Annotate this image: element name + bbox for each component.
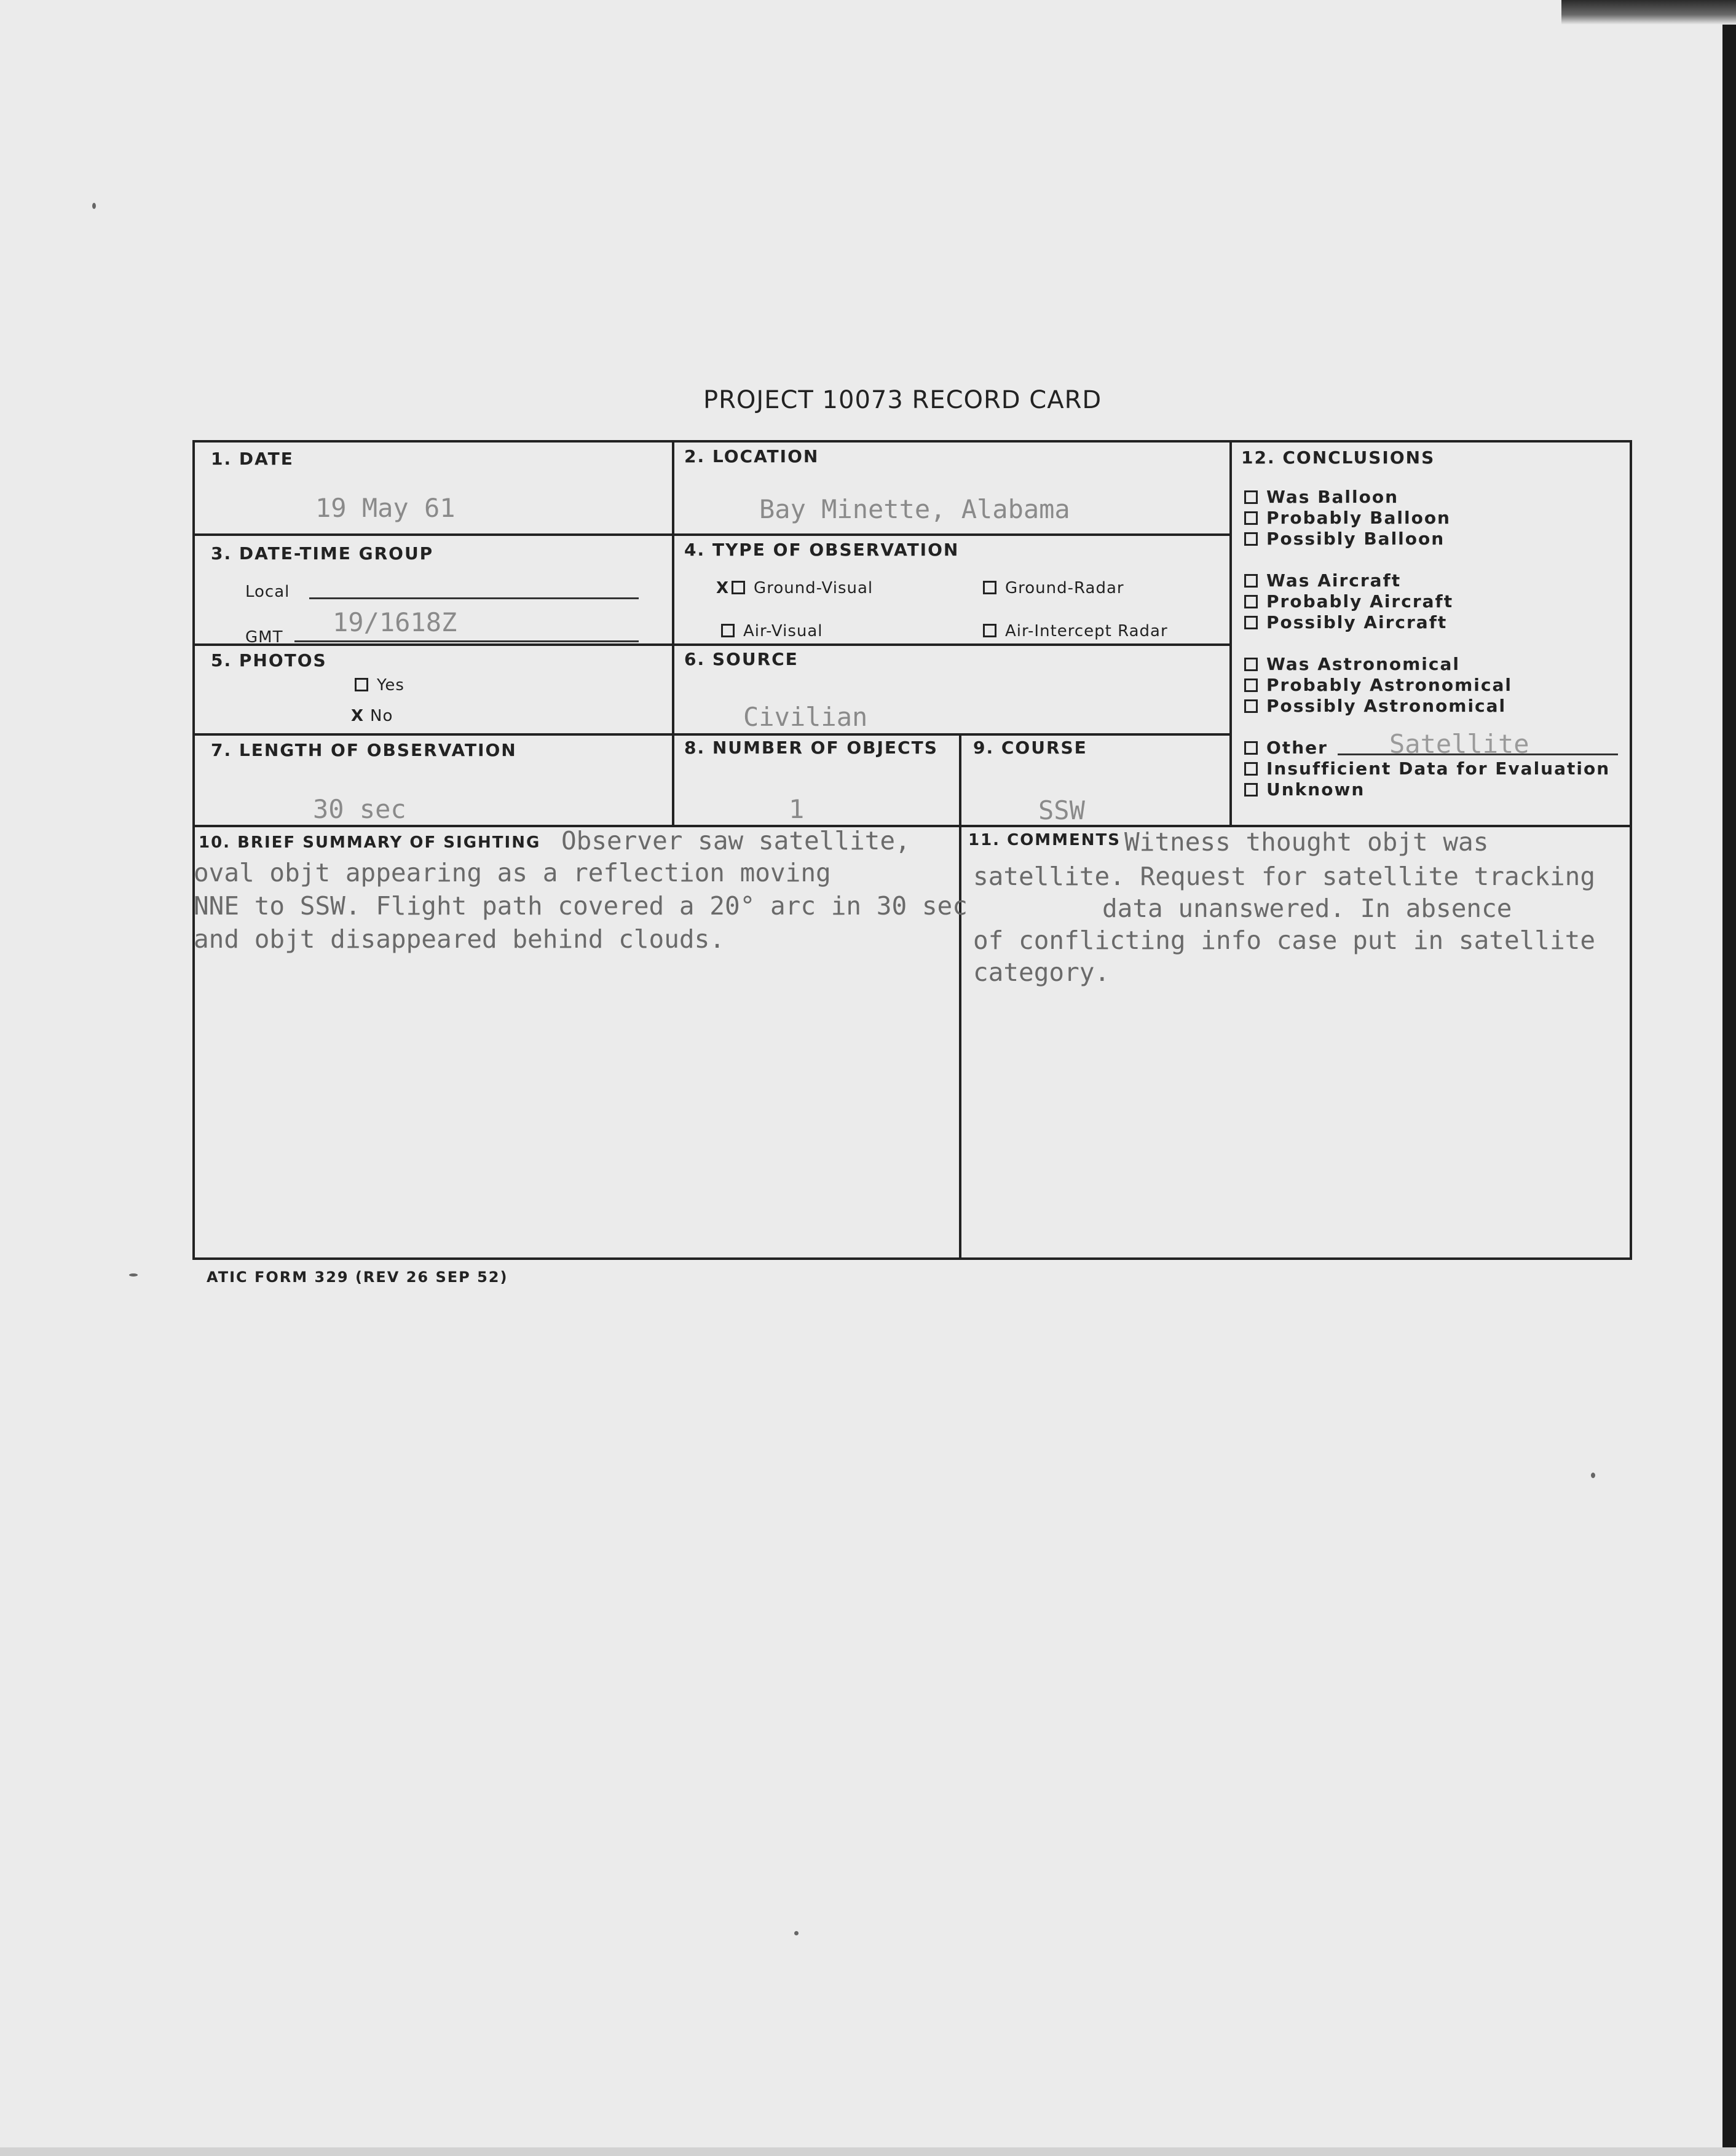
conclusion-label: Was Astronomical <box>1266 654 1460 674</box>
checkbox <box>1244 532 1258 546</box>
conclusions-label: 12. CONCLUSIONS <box>1241 447 1435 468</box>
record-card <box>192 440 1632 1260</box>
conclusion-other <box>1244 738 1328 758</box>
conclusion-label: Insufficient Data for Evaluation <box>1266 758 1611 779</box>
conclusion-label: Was Balloon <box>1266 487 1399 507</box>
source-value: Civilian <box>743 702 868 732</box>
comments-line: category. <box>973 958 1110 987</box>
checkbox-photos-yes <box>355 678 368 691</box>
gmt-label: GMT <box>245 628 283 647</box>
ground-radar-label: Ground-Radar <box>1005 579 1124 597</box>
local-label: Local <box>245 583 290 601</box>
checkbox-ground-visual <box>732 581 745 594</box>
air-visual-label: Air-Visual <box>743 622 823 640</box>
option-ground-radar <box>983 579 1124 597</box>
conclusion-label: Probably Astronomical <box>1266 675 1512 695</box>
rule-col-c <box>959 733 961 1257</box>
conclusion-label: Possibly Aircraft <box>1266 612 1448 632</box>
comments-line: Witness thought objt was <box>1124 827 1489 857</box>
scan-edge-bottom <box>0 2147 1736 2156</box>
scan-speck <box>1591 1473 1595 1478</box>
conclusion-probably-aircraft <box>1244 591 1453 612</box>
photos-yes <box>355 676 404 694</box>
ground-visual-mark: X <box>716 579 730 597</box>
rule-row3 <box>192 733 1231 736</box>
conclusion-label: Possibly Astronomical <box>1266 696 1507 716</box>
scan-edge-top <box>1561 0 1736 25</box>
rule-row2 <box>192 643 1231 646</box>
photos-no-mark: X <box>351 707 365 725</box>
conclusion-possibly-balloon <box>1244 529 1445 549</box>
checkbox-ground-radar <box>983 581 996 594</box>
scan-edge-right <box>1722 0 1736 2156</box>
checkbox <box>1244 511 1258 525</box>
checkbox <box>1244 574 1258 588</box>
rule-row1 <box>192 533 1231 536</box>
gmt-value: 19/1618Z <box>333 607 457 637</box>
option-air-intercept-radar <box>983 622 1168 640</box>
summary-label: 10. BRIEF SUMMARY OF SIGHTING <box>199 833 541 852</box>
checkbox <box>1244 699 1258 713</box>
photos-no <box>351 707 393 725</box>
photos-yes-label: Yes <box>377 676 404 694</box>
course-value: SSW <box>1038 795 1085 825</box>
conclusion-possibly-astronomical <box>1244 696 1506 717</box>
comments-line: data unanswered. In absence <box>1102 894 1512 923</box>
rule-col-b <box>1229 440 1232 825</box>
source-label: 6. SOURCE <box>684 649 799 669</box>
conclusion-possibly-aircraft <box>1244 612 1447 633</box>
conclusion-probably-balloon <box>1244 508 1451 529</box>
checkbox <box>1244 595 1258 608</box>
summary-line: NNE to SSW. Flight path covered a 20° arc in 30 sec <box>194 891 968 921</box>
option-air-visual <box>721 622 823 640</box>
conclusion-unknown <box>1244 779 1365 800</box>
conclusion-insufficient-data <box>1244 758 1610 779</box>
card-title: PROJECT 10073 RECORD CARD <box>703 386 1102 414</box>
comments-line: of conflicting info case put in satellite <box>973 926 1596 955</box>
comments-label: 11. COMMENTS <box>968 831 1121 849</box>
checkbox <box>1244 783 1258 797</box>
checkbox <box>1244 658 1258 671</box>
type-of-observation-label: 4. TYPE OF OBSERVATION <box>684 540 960 560</box>
ground-visual-label: Ground-Visual <box>754 579 874 597</box>
conclusion-label: Probably Balloon <box>1266 508 1451 528</box>
course-label: 9. COURSE <box>973 738 1087 758</box>
conclusion-label: Was Aircraft <box>1266 570 1402 591</box>
conclusion-other-label: Other <box>1266 738 1328 758</box>
scan-speck <box>129 1273 138 1277</box>
conclusion-label: Unknown <box>1266 779 1365 800</box>
checkbox <box>1244 741 1258 755</box>
conclusion-probably-astronomical <box>1244 675 1512 696</box>
conclusion-other-value: Satellite <box>1389 729 1529 759</box>
card-border-right <box>1630 440 1632 1260</box>
scan-speck <box>794 1931 799 1935</box>
option-ground-visual <box>716 579 873 597</box>
checkbox <box>1244 679 1258 692</box>
rule-col-a <box>672 440 674 825</box>
photos-label: 5. PHOTOS <box>211 650 327 671</box>
conclusion-was-aircraft <box>1244 570 1401 591</box>
summary-line: Observer saw satellite, <box>561 826 910 856</box>
summary-line: and objt disappeared behind clouds. <box>194 924 725 954</box>
conclusion-label: Probably Aircraft <box>1266 591 1454 612</box>
photos-no-label: No <box>370 707 393 725</box>
length-label: 7. LENGTH OF OBSERVATION <box>211 740 517 760</box>
checkbox <box>1244 490 1258 504</box>
location-value: Bay Minette, Alabama <box>759 494 1070 524</box>
number-of-objects-value: 1 <box>789 794 805 824</box>
number-of-objects-label: 8. NUMBER OF OBJECTS <box>684 738 938 758</box>
checkbox-air-visual <box>721 624 735 637</box>
checkbox-air-intercept-radar <box>983 624 996 637</box>
form-number: ATIC FORM 329 (REV 26 SEP 52) <box>207 1269 508 1286</box>
checkbox <box>1244 762 1258 776</box>
conclusion-label: Possibly Balloon <box>1266 529 1445 549</box>
summary-line: oval objt appearing as a reflection moving <box>194 858 831 887</box>
comments-line: satellite. Request for satellite tracking <box>973 862 1596 891</box>
date-label: 1. DATE <box>211 449 294 469</box>
scan-speck <box>92 203 96 209</box>
card-border-left <box>192 440 195 1260</box>
conclusion-was-astronomical <box>1244 654 1460 675</box>
card-border-bottom <box>192 1257 1632 1260</box>
gmt-underline <box>294 640 639 642</box>
air-intercept-radar-label: Air-Intercept Radar <box>1005 622 1168 640</box>
card-border-top <box>192 440 1632 443</box>
local-underline <box>309 597 639 599</box>
checkbox <box>1244 616 1258 629</box>
conclusion-was-balloon <box>1244 487 1399 508</box>
date-time-group-label: 3. DATE-TIME GROUP <box>211 543 434 564</box>
location-label: 2. LOCATION <box>684 446 819 466</box>
date-value: 19 May 61 <box>315 493 456 523</box>
length-value: 30 sec <box>313 794 406 824</box>
